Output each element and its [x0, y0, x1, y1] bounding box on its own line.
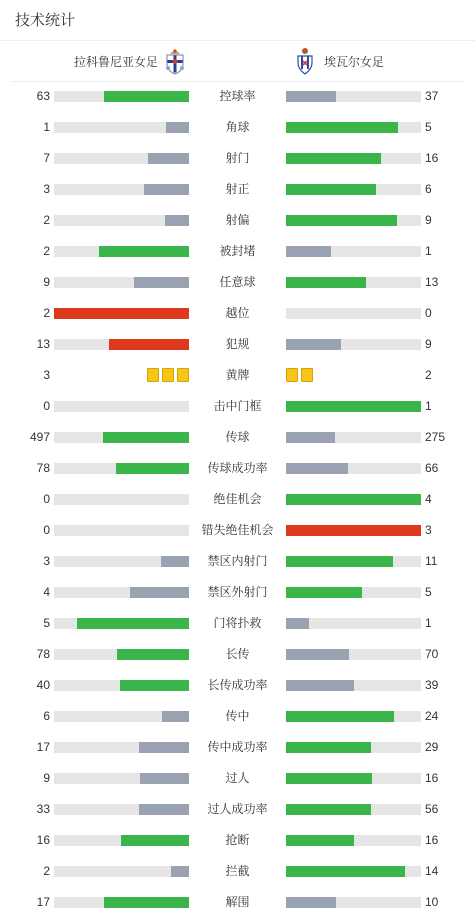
away-stat-bar-fill — [286, 277, 366, 288]
stat-row — [0, 112, 475, 143]
stat-row — [0, 360, 475, 391]
home-stat-bar-fill — [104, 91, 189, 102]
away-value: 1 — [425, 616, 432, 630]
home-stat-bar — [54, 649, 189, 660]
stat-label: 控球率 — [219, 89, 256, 103]
away-stat-bar — [286, 91, 421, 102]
away-stat-bar — [286, 277, 421, 288]
away-stat-bar-fill — [286, 866, 405, 877]
stat-label: 解围 — [225, 895, 250, 909]
away-stat-bar — [286, 122, 421, 133]
away-value: 275 — [425, 430, 446, 444]
home-stat-bar — [54, 184, 189, 195]
home-value: 17 — [36, 895, 50, 909]
away-stat-bar — [286, 897, 421, 908]
home-stat-bar-fill — [109, 339, 189, 350]
yellow-card-icon — [162, 368, 174, 382]
home-team[interactable] — [74, 41, 188, 81]
stat-label: 击中门框 — [213, 399, 262, 413]
home-stat-bar — [54, 711, 189, 722]
stat-label: 射偏 — [225, 213, 250, 227]
home-stat-bar-fill — [130, 587, 189, 598]
home-value: 78 — [36, 461, 50, 475]
home-stat-bar-fill — [99, 246, 189, 257]
stat-row — [0, 515, 475, 546]
away-stat-bar-fill — [286, 618, 309, 629]
away-stat-bar-fill — [286, 401, 421, 412]
away-stat-bar-fill — [286, 835, 354, 846]
stat-label: 传中 — [225, 709, 250, 723]
home-stat-bar-fill — [121, 835, 189, 846]
home-value: 3 — [43, 554, 50, 568]
stat-label: 绝佳机会 — [213, 492, 262, 506]
stat-row — [0, 546, 475, 577]
home-value: 2 — [43, 244, 50, 258]
home-stat-bar — [54, 773, 189, 784]
stat-row — [0, 143, 475, 174]
home-stat-bar-fill — [117, 649, 189, 660]
away-stat-bar-fill — [286, 122, 398, 133]
stat-row — [0, 298, 475, 329]
away-stat-bar — [286, 246, 421, 257]
home-value: 2 — [43, 213, 50, 227]
home-value: 16 — [36, 833, 50, 847]
stat-label: 角球 — [225, 120, 250, 134]
away-value: 10 — [425, 895, 439, 909]
away-stat-bar — [286, 773, 421, 784]
home-value: 78 — [36, 647, 50, 661]
home-value: 5 — [43, 616, 50, 630]
away-stat-bar — [286, 463, 421, 474]
away-stat-bar-fill — [286, 897, 336, 908]
stat-row — [0, 763, 475, 794]
away-stat-bar-fill — [286, 91, 336, 102]
away-stat-bar — [286, 215, 421, 226]
away-stat-bar — [286, 835, 421, 846]
away-stat-bar-fill — [286, 525, 421, 536]
home-value: 0 — [43, 399, 50, 413]
away-stat-bar — [286, 742, 421, 753]
stat-label: 长传成功率 — [207, 678, 268, 692]
away-stat-bar — [286, 401, 421, 412]
away-stat-bar — [286, 866, 421, 877]
away-stat-bar — [286, 618, 421, 629]
home-stat-bar-fill — [77, 618, 189, 629]
away-stat-bar-fill — [286, 742, 371, 753]
home-value: 9 — [43, 771, 50, 785]
away-stat-bar-fill — [286, 556, 393, 567]
home-value: 3 — [43, 368, 50, 382]
away-yellow-cards — [286, 368, 313, 383]
away-stat-bar-fill — [286, 215, 397, 226]
stat-row — [0, 608, 475, 639]
away-stat-bar-fill — [286, 463, 348, 474]
away-value: 56 — [425, 802, 439, 816]
home-stat-bar — [54, 897, 189, 908]
home-value: 13 — [36, 337, 50, 351]
stats-list — [0, 81, 475, 918]
away-stat-bar — [286, 680, 421, 691]
home-stat-bar — [54, 246, 189, 257]
stat-label: 传球成功率 — [207, 461, 268, 475]
home-value: 497 — [29, 430, 50, 444]
away-value: 0 — [425, 306, 432, 320]
home-stat-bar — [54, 308, 189, 319]
stat-row — [0, 81, 475, 112]
stat-row — [0, 422, 475, 453]
home-stat-bar — [54, 277, 189, 288]
home-stat-bar-fill — [104, 897, 189, 908]
stat-label: 拦截 — [225, 864, 250, 878]
home-stat-bar — [54, 556, 189, 567]
stat-label: 射门 — [225, 151, 250, 165]
stat-row — [0, 794, 475, 825]
away-value: 24 — [425, 709, 439, 723]
stat-row — [0, 453, 475, 484]
yellow-card-icon — [301, 368, 313, 382]
away-stat-bar — [286, 339, 421, 350]
away-value: 9 — [425, 337, 432, 351]
stat-row — [0, 484, 475, 515]
stat-row — [0, 329, 475, 360]
home-stat-bar — [54, 525, 189, 536]
away-value: 16 — [425, 151, 439, 165]
home-stat-bar-fill — [54, 308, 189, 319]
stat-label: 抢断 — [225, 833, 250, 847]
away-value: 14 — [425, 864, 439, 878]
stat-row — [0, 887, 475, 918]
home-value: 0 — [43, 492, 50, 506]
stat-row — [0, 639, 475, 670]
home-stat-bar — [54, 91, 189, 102]
stat-row — [0, 856, 475, 887]
away-value: 1 — [425, 244, 432, 258]
away-stat-bar-fill — [286, 587, 362, 598]
away-stat-bar-fill — [286, 184, 376, 195]
away-stat-bar — [286, 432, 421, 443]
stat-label: 禁区外射门 — [207, 585, 268, 599]
stat-label: 过人成功率 — [207, 802, 268, 816]
home-team-name: 拉科鲁尼亚女足 — [73, 54, 158, 69]
away-stat-bar — [286, 587, 421, 598]
stat-row — [0, 670, 475, 701]
home-stat-bar-fill — [148, 153, 189, 164]
stat-label: 过人 — [225, 771, 250, 785]
home-stat-bar — [54, 432, 189, 443]
away-stat-bar — [286, 711, 421, 722]
away-value: 70 — [425, 647, 439, 661]
teams-header — [10, 41, 465, 82]
yellow-card-icon — [177, 368, 189, 382]
home-stat-bar-fill — [134, 277, 189, 288]
stat-label: 门将扑救 — [213, 616, 262, 630]
home-stat-bar — [54, 680, 189, 691]
home-stat-bar — [54, 153, 189, 164]
home-value: 17 — [36, 740, 50, 754]
stat-row — [0, 825, 475, 856]
away-stat-bar — [286, 153, 421, 164]
away-value: 66 — [425, 461, 439, 475]
home-value: 40 — [36, 678, 50, 692]
home-stat-bar-fill — [140, 773, 189, 784]
away-stat-bar — [286, 556, 421, 567]
stat-label: 长传 — [225, 647, 250, 661]
home-stat-bar-fill — [139, 804, 189, 815]
away-value: 6 — [425, 182, 432, 196]
away-stat-bar-fill — [286, 246, 331, 257]
away-stat-bar-fill — [286, 804, 371, 815]
page-title: 技术统计 — [15, 12, 76, 29]
away-value: 9 — [425, 213, 432, 227]
away-stat-bar-fill — [286, 711, 394, 722]
home-stat-bar-fill — [103, 432, 189, 443]
home-value: 3 — [43, 182, 50, 196]
away-stat-bar — [286, 308, 421, 319]
away-stat-bar — [286, 525, 421, 536]
away-stat-bar-fill — [286, 494, 421, 505]
home-team-crest-icon — [162, 47, 188, 75]
stat-row — [0, 732, 475, 763]
away-stat-bar-fill — [286, 649, 349, 660]
home-stat-bar-fill — [171, 866, 189, 877]
home-yellow-cards — [147, 368, 189, 383]
stat-label: 禁区内射门 — [207, 554, 268, 568]
stat-label: 错失绝佳机会 — [201, 523, 274, 537]
home-stat-bar-fill — [139, 742, 189, 753]
away-stat-bar-fill — [286, 773, 372, 784]
away-stat-bar-fill — [286, 680, 354, 691]
stat-label: 传球 — [225, 430, 250, 444]
away-stat-bar — [286, 494, 421, 505]
home-stat-bar — [54, 494, 189, 505]
away-team-name: 埃瓦尔女足 — [324, 54, 385, 69]
away-team-crest-icon — [292, 47, 318, 75]
away-value: 16 — [425, 771, 439, 785]
home-stat-bar — [54, 587, 189, 598]
stat-label: 任意球 — [219, 275, 256, 289]
stat-label: 犯规 — [225, 337, 250, 351]
stat-row — [0, 205, 475, 236]
stat-row — [0, 577, 475, 608]
stat-row — [0, 701, 475, 732]
away-stat-bar-fill — [286, 339, 341, 350]
away-value: 11 — [425, 554, 438, 568]
away-stat-bar-fill — [286, 432, 335, 443]
home-value: 0 — [43, 523, 50, 537]
home-stat-bar-fill — [120, 680, 189, 691]
away-value: 16 — [425, 833, 439, 847]
away-value: 37 — [425, 89, 439, 103]
home-stat-bar-fill — [116, 463, 189, 474]
home-stat-bar — [54, 401, 189, 412]
home-stat-bar-fill — [166, 122, 189, 133]
home-value: 7 — [43, 151, 50, 165]
home-stat-bar — [54, 122, 189, 133]
home-stat-bar — [54, 742, 189, 753]
stat-row — [0, 236, 475, 267]
home-stat-bar-fill — [162, 711, 189, 722]
home-value: 2 — [43, 306, 50, 320]
home-stat-bar — [54, 835, 189, 846]
away-stat-bar — [286, 649, 421, 660]
stat-row — [0, 267, 475, 298]
away-value: 3 — [425, 523, 432, 537]
home-value: 1 — [43, 120, 50, 134]
home-value: 33 — [36, 802, 50, 816]
stat-label: 越位 — [225, 306, 250, 320]
yellow-card-icon — [147, 368, 159, 382]
home-stat-bar — [54, 339, 189, 350]
away-value: 2 — [425, 368, 432, 382]
home-stat-bar — [54, 463, 189, 474]
away-team[interactable] — [292, 41, 384, 81]
home-stat-bar-fill — [161, 556, 189, 567]
away-value: 1 — [425, 399, 432, 413]
away-value: 39 — [425, 678, 439, 692]
stat-row — [0, 174, 475, 205]
stat-row — [0, 391, 475, 422]
yellow-card-icon — [286, 368, 298, 382]
home-stat-bar-fill — [165, 215, 189, 226]
away-stat-bar — [286, 804, 421, 815]
home-stat-bar — [54, 804, 189, 815]
away-value: 5 — [425, 120, 432, 134]
home-value: 9 — [43, 275, 50, 289]
home-value: 6 — [43, 709, 50, 723]
home-stat-bar-fill — [144, 184, 189, 195]
stat-label: 射正 — [225, 182, 250, 196]
stat-label: 黄牌 — [225, 368, 250, 382]
home-stat-bar — [54, 618, 189, 629]
away-stat-bar — [286, 184, 421, 195]
away-value: 29 — [425, 740, 439, 754]
away-value: 4 — [425, 492, 432, 506]
stat-label: 被封堵 — [219, 244, 256, 258]
home-value: 4 — [43, 585, 50, 599]
away-value: 13 — [425, 275, 439, 289]
home-value: 63 — [36, 89, 50, 103]
home-value: 2 — [43, 864, 50, 878]
stat-label: 传中成功率 — [207, 740, 268, 754]
home-stat-bar — [54, 215, 189, 226]
away-stat-bar-fill — [286, 153, 381, 164]
away-value: 5 — [425, 585, 432, 599]
home-stat-bar — [54, 866, 189, 877]
